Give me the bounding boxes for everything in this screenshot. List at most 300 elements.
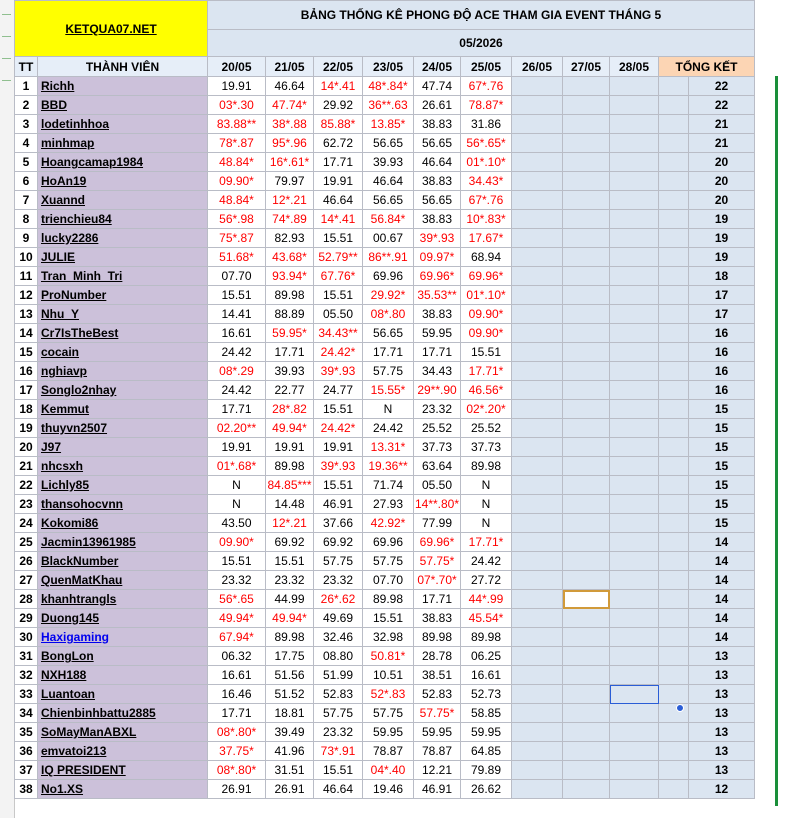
empty-cell[interactable] bbox=[563, 191, 610, 210]
member-link[interactable]: Haxigaming bbox=[38, 628, 208, 647]
result-cell[interactable]: 57.75* bbox=[414, 552, 461, 571]
empty-cell[interactable] bbox=[512, 647, 563, 666]
result-cell[interactable]: 29.92 bbox=[314, 96, 363, 115]
total-spacer-cell[interactable] bbox=[659, 628, 689, 647]
total-cell[interactable]: 21 bbox=[689, 115, 755, 134]
result-cell[interactable]: 17.71 bbox=[208, 400, 266, 419]
result-cell[interactable]: 23.32 bbox=[208, 571, 266, 590]
result-cell[interactable]: 03*.30 bbox=[208, 96, 266, 115]
row-number[interactable]: 14 bbox=[15, 324, 38, 343]
result-cell[interactable]: 68.94 bbox=[461, 248, 512, 267]
member-link[interactable]: Songlo2nhay bbox=[38, 381, 208, 400]
row-number[interactable]: 10 bbox=[15, 248, 38, 267]
member-link[interactable]: Tran_Minh_Tri bbox=[38, 267, 208, 286]
result-cell[interactable]: 23.32 bbox=[414, 400, 461, 419]
total-cell[interactable]: 15 bbox=[689, 457, 755, 476]
result-cell[interactable]: 56.65 bbox=[363, 324, 414, 343]
result-cell[interactable]: 85.88* bbox=[314, 115, 363, 134]
empty-cell[interactable] bbox=[610, 571, 659, 590]
result-cell[interactable]: 57.75 bbox=[363, 552, 414, 571]
row-number[interactable]: 3 bbox=[15, 115, 38, 134]
selection-fill-handle[interactable] bbox=[676, 704, 684, 712]
empty-cell[interactable] bbox=[512, 286, 563, 305]
result-cell[interactable]: 08*.80 bbox=[363, 305, 414, 324]
result-cell[interactable]: 59.95* bbox=[266, 324, 314, 343]
total-cell[interactable]: 15 bbox=[689, 438, 755, 457]
result-cell[interactable]: 74*.89 bbox=[266, 210, 314, 229]
result-cell[interactable]: 29.92* bbox=[363, 286, 414, 305]
total-cell[interactable]: 19 bbox=[689, 248, 755, 267]
result-cell[interactable]: 45.54* bbox=[461, 609, 512, 628]
result-cell[interactable]: 57.75 bbox=[363, 704, 414, 723]
result-cell[interactable]: 08*.80* bbox=[208, 761, 266, 780]
total-cell[interactable]: 15 bbox=[689, 495, 755, 514]
result-cell[interactable]: 69.92 bbox=[314, 533, 363, 552]
total-spacer-cell[interactable] bbox=[659, 742, 689, 761]
result-cell[interactable]: 49.94* bbox=[266, 609, 314, 628]
result-cell[interactable]: 44*.99 bbox=[461, 590, 512, 609]
total-spacer-cell[interactable] bbox=[659, 115, 689, 134]
empty-cell[interactable] bbox=[610, 77, 659, 96]
total-cell[interactable]: 14 bbox=[689, 571, 755, 590]
empty-cell[interactable] bbox=[610, 704, 659, 723]
row-number[interactable]: 18 bbox=[15, 400, 38, 419]
total-spacer-cell[interactable] bbox=[659, 780, 689, 799]
member-link[interactable]: Jacmin13961985 bbox=[38, 533, 208, 552]
member-link[interactable]: Kemmut bbox=[38, 400, 208, 419]
result-cell[interactable]: 09.90* bbox=[208, 172, 266, 191]
result-cell[interactable]: 19.91 bbox=[208, 77, 266, 96]
result-cell[interactable]: 16.61 bbox=[461, 666, 512, 685]
total-spacer-cell[interactable] bbox=[659, 647, 689, 666]
result-cell[interactable]: 02*.20* bbox=[461, 400, 512, 419]
result-cell[interactable]: 78.87* bbox=[461, 96, 512, 115]
result-cell[interactable]: 44.99 bbox=[266, 590, 314, 609]
empty-cell[interactable] bbox=[610, 210, 659, 229]
total-spacer-cell[interactable] bbox=[659, 172, 689, 191]
empty-cell[interactable] bbox=[512, 381, 563, 400]
empty-cell[interactable] bbox=[610, 362, 659, 381]
member-link[interactable]: Cr7IsTheBest bbox=[38, 324, 208, 343]
empty-cell[interactable] bbox=[512, 362, 563, 381]
result-cell[interactable]: 17.71 bbox=[414, 590, 461, 609]
row-number[interactable]: 7 bbox=[15, 191, 38, 210]
total-spacer-cell[interactable] bbox=[659, 324, 689, 343]
result-cell[interactable]: 26.91 bbox=[266, 780, 314, 799]
empty-cell[interactable] bbox=[512, 305, 563, 324]
empty-cell[interactable] bbox=[563, 438, 610, 457]
result-cell[interactable]: N bbox=[461, 514, 512, 533]
result-cell[interactable]: 67.94* bbox=[208, 628, 266, 647]
row-number[interactable]: 35 bbox=[15, 723, 38, 742]
result-cell[interactable]: 15.51 bbox=[314, 400, 363, 419]
result-cell[interactable]: 09.90* bbox=[461, 324, 512, 343]
result-cell[interactable]: 57.75 bbox=[314, 704, 363, 723]
row-number[interactable]: 30 bbox=[15, 628, 38, 647]
result-cell[interactable]: 19.91 bbox=[266, 438, 314, 457]
result-cell[interactable]: 04*.40 bbox=[363, 761, 414, 780]
empty-cell[interactable] bbox=[563, 324, 610, 343]
empty-cell[interactable] bbox=[610, 495, 659, 514]
empty-cell[interactable] bbox=[610, 628, 659, 647]
result-cell[interactable]: 00.67 bbox=[363, 229, 414, 248]
empty-cell[interactable] bbox=[610, 191, 659, 210]
result-cell[interactable]: 52.73 bbox=[461, 685, 512, 704]
total-cell[interactable]: 16 bbox=[689, 343, 755, 362]
empty-cell[interactable] bbox=[512, 685, 563, 704]
result-cell[interactable]: 24.77 bbox=[314, 381, 363, 400]
result-cell[interactable]: 89.98 bbox=[266, 628, 314, 647]
total-cell[interactable]: 22 bbox=[689, 96, 755, 115]
result-cell[interactable]: 67*.76 bbox=[461, 77, 512, 96]
total-spacer-cell[interactable] bbox=[659, 723, 689, 742]
result-cell[interactable]: 89.98 bbox=[266, 457, 314, 476]
total-cell[interactable]: 14 bbox=[689, 552, 755, 571]
result-cell[interactable]: 46.56* bbox=[461, 381, 512, 400]
total-cell[interactable]: 19 bbox=[689, 210, 755, 229]
row-number[interactable]: 11 bbox=[15, 267, 38, 286]
result-cell[interactable]: 14.41 bbox=[208, 305, 266, 324]
result-cell[interactable]: 88.89 bbox=[266, 305, 314, 324]
result-cell[interactable]: 19.91 bbox=[314, 172, 363, 191]
result-cell[interactable]: 93.94* bbox=[266, 267, 314, 286]
empty-cell[interactable] bbox=[563, 400, 610, 419]
result-cell[interactable]: 49.94* bbox=[208, 609, 266, 628]
total-cell[interactable]: 14 bbox=[689, 628, 755, 647]
empty-cell[interactable] bbox=[563, 77, 610, 96]
result-cell[interactable]: 51.99 bbox=[314, 666, 363, 685]
result-cell[interactable]: 29**.90 bbox=[414, 381, 461, 400]
result-cell[interactable]: 51.68* bbox=[208, 248, 266, 267]
total-spacer-cell[interactable] bbox=[659, 476, 689, 495]
result-cell[interactable]: 51.56 bbox=[266, 666, 314, 685]
total-spacer-cell[interactable] bbox=[659, 96, 689, 115]
result-cell[interactable]: 59.95 bbox=[461, 723, 512, 742]
empty-cell[interactable] bbox=[512, 723, 563, 742]
total-cell[interactable]: 15 bbox=[689, 400, 755, 419]
total-spacer-cell[interactable] bbox=[659, 77, 689, 96]
result-cell[interactable]: 17.71 bbox=[314, 153, 363, 172]
member-link[interactable]: trienchieu84 bbox=[38, 210, 208, 229]
result-cell[interactable]: 82.93 bbox=[266, 229, 314, 248]
empty-cell[interactable] bbox=[610, 723, 659, 742]
total-spacer-cell[interactable] bbox=[659, 248, 689, 267]
empty-cell[interactable] bbox=[610, 381, 659, 400]
empty-cell[interactable] bbox=[512, 96, 563, 115]
empty-cell[interactable] bbox=[563, 96, 610, 115]
result-cell[interactable]: 69.96 bbox=[363, 267, 414, 286]
result-cell[interactable]: 67.76* bbox=[314, 267, 363, 286]
member-link[interactable]: Hoangcamap1984 bbox=[38, 153, 208, 172]
result-cell[interactable]: 37.75* bbox=[208, 742, 266, 761]
member-link[interactable]: Luantoan bbox=[38, 685, 208, 704]
result-cell[interactable]: 69.96* bbox=[461, 267, 512, 286]
result-cell[interactable]: 59.95 bbox=[363, 723, 414, 742]
empty-cell[interactable] bbox=[563, 609, 610, 628]
empty-cell[interactable] bbox=[610, 400, 659, 419]
row-number[interactable]: 2 bbox=[15, 96, 38, 115]
row-number[interactable]: 17 bbox=[15, 381, 38, 400]
total-spacer-cell[interactable] bbox=[659, 590, 689, 609]
result-cell[interactable]: 56*.65* bbox=[461, 134, 512, 153]
member-link[interactable]: Nhu_Y bbox=[38, 305, 208, 324]
result-cell[interactable]: 48.84* bbox=[208, 153, 266, 172]
result-cell[interactable]: 52*.83 bbox=[363, 685, 414, 704]
result-cell[interactable]: 48.84* bbox=[208, 191, 266, 210]
result-cell[interactable]: 18.81 bbox=[266, 704, 314, 723]
result-cell[interactable]: 19.46 bbox=[363, 780, 414, 799]
row-number[interactable]: 9 bbox=[15, 229, 38, 248]
result-cell[interactable]: 17.71 bbox=[414, 343, 461, 362]
empty-cell[interactable] bbox=[610, 438, 659, 457]
result-cell[interactable]: 34.43** bbox=[314, 324, 363, 343]
total-spacer-cell[interactable] bbox=[659, 419, 689, 438]
member-link[interactable]: cocain bbox=[38, 343, 208, 362]
empty-cell[interactable] bbox=[563, 286, 610, 305]
total-cell[interactable]: 13 bbox=[689, 666, 755, 685]
total-spacer-cell[interactable] bbox=[659, 704, 689, 723]
total-spacer-cell[interactable] bbox=[659, 210, 689, 229]
result-cell[interactable]: 16.61 bbox=[208, 666, 266, 685]
empty-cell[interactable] bbox=[610, 286, 659, 305]
result-cell[interactable]: 01*.10* bbox=[461, 286, 512, 305]
result-cell[interactable]: 69.92 bbox=[266, 533, 314, 552]
result-cell[interactable]: 69.96* bbox=[414, 267, 461, 286]
row-number[interactable]: 4 bbox=[15, 134, 38, 153]
row-number[interactable]: 36 bbox=[15, 742, 38, 761]
member-link[interactable]: ProNumber bbox=[38, 286, 208, 305]
row-number[interactable]: 23 bbox=[15, 495, 38, 514]
total-spacer-cell[interactable] bbox=[659, 343, 689, 362]
empty-cell[interactable] bbox=[563, 381, 610, 400]
result-cell[interactable]: 15.51 bbox=[208, 552, 266, 571]
empty-cell[interactable] bbox=[563, 685, 610, 704]
empty-cell[interactable] bbox=[563, 704, 610, 723]
result-cell[interactable]: N bbox=[208, 495, 266, 514]
result-cell[interactable]: 24.42 bbox=[208, 381, 266, 400]
empty-cell[interactable] bbox=[563, 647, 610, 666]
total-cell[interactable]: 13 bbox=[689, 704, 755, 723]
total-spacer-cell[interactable] bbox=[659, 457, 689, 476]
total-spacer-cell[interactable] bbox=[659, 438, 689, 457]
result-cell[interactable]: 89.98 bbox=[266, 286, 314, 305]
result-cell[interactable]: 17.71 bbox=[208, 704, 266, 723]
total-spacer-cell[interactable] bbox=[659, 134, 689, 153]
total-spacer-cell[interactable] bbox=[659, 571, 689, 590]
total-cell[interactable]: 14 bbox=[689, 533, 755, 552]
total-spacer-cell[interactable] bbox=[659, 495, 689, 514]
result-cell[interactable]: 39.49 bbox=[266, 723, 314, 742]
result-cell[interactable]: 07*.70* bbox=[414, 571, 461, 590]
result-cell[interactable]: 26.61 bbox=[414, 96, 461, 115]
empty-cell[interactable] bbox=[563, 267, 610, 286]
total-cell[interactable]: 13 bbox=[689, 761, 755, 780]
result-cell[interactable]: 31.86 bbox=[461, 115, 512, 134]
empty-cell[interactable] bbox=[563, 457, 610, 476]
result-cell[interactable]: 73*.91 bbox=[314, 742, 363, 761]
site-logo[interactable]: KETQUA07.NET bbox=[15, 1, 208, 57]
result-cell[interactable]: 25.52 bbox=[461, 419, 512, 438]
total-spacer-cell[interactable] bbox=[659, 666, 689, 685]
result-cell[interactable]: 84.85*** bbox=[266, 476, 314, 495]
row-number[interactable]: 13 bbox=[15, 305, 38, 324]
member-link[interactable]: No1.XS bbox=[38, 780, 208, 799]
result-cell[interactable]: 57.75* bbox=[414, 704, 461, 723]
total-cell[interactable]: 22 bbox=[689, 77, 755, 96]
result-cell[interactable]: 38.51 bbox=[414, 666, 461, 685]
row-number[interactable]: 12 bbox=[15, 286, 38, 305]
total-cell[interactable]: 15 bbox=[689, 476, 755, 495]
result-cell[interactable]: 86**.91 bbox=[363, 248, 414, 267]
member-link[interactable]: SoMayManABXL bbox=[38, 723, 208, 742]
result-cell[interactable]: 23.32 bbox=[314, 571, 363, 590]
empty-cell[interactable] bbox=[563, 248, 610, 267]
result-cell[interactable]: 75*.87 bbox=[208, 229, 266, 248]
result-cell[interactable]: 52.83 bbox=[314, 685, 363, 704]
result-cell[interactable]: 46.91 bbox=[414, 780, 461, 799]
total-cell[interactable]: 12 bbox=[689, 780, 755, 799]
empty-cell[interactable] bbox=[610, 552, 659, 571]
result-cell[interactable]: 52.83 bbox=[414, 685, 461, 704]
result-cell[interactable]: 52.79** bbox=[314, 248, 363, 267]
result-cell[interactable]: 15.51 bbox=[208, 286, 266, 305]
result-cell[interactable]: 16.61 bbox=[208, 324, 266, 343]
result-cell[interactable]: 79.97 bbox=[266, 172, 314, 191]
result-cell[interactable]: 95*.96 bbox=[266, 134, 314, 153]
empty-cell[interactable] bbox=[563, 362, 610, 381]
result-cell[interactable]: 35.53** bbox=[414, 286, 461, 305]
result-cell[interactable]: 17.75 bbox=[266, 647, 314, 666]
row-number[interactable]: 19 bbox=[15, 419, 38, 438]
row-number[interactable]: 33 bbox=[15, 685, 38, 704]
empty-cell[interactable] bbox=[563, 495, 610, 514]
empty-cell[interactable] bbox=[563, 210, 610, 229]
row-number[interactable]: 28 bbox=[15, 590, 38, 609]
row-number[interactable]: 8 bbox=[15, 210, 38, 229]
empty-cell[interactable] bbox=[512, 172, 563, 191]
member-link[interactable]: emvatoi213 bbox=[38, 742, 208, 761]
result-cell[interactable]: 38.83 bbox=[414, 609, 461, 628]
row-number[interactable]: 16 bbox=[15, 362, 38, 381]
empty-cell[interactable] bbox=[512, 457, 563, 476]
empty-cell[interactable] bbox=[610, 248, 659, 267]
result-cell[interactable]: 09.97* bbox=[414, 248, 461, 267]
result-cell[interactable]: 15.55* bbox=[363, 381, 414, 400]
empty-cell[interactable] bbox=[512, 134, 563, 153]
empty-cell[interactable] bbox=[512, 229, 563, 248]
result-cell[interactable]: 46.91 bbox=[314, 495, 363, 514]
result-cell[interactable]: 78.87 bbox=[363, 742, 414, 761]
result-cell[interactable]: 47.74 bbox=[414, 77, 461, 96]
result-cell[interactable]: 09.90* bbox=[461, 305, 512, 324]
total-cell[interactable]: 13 bbox=[689, 647, 755, 666]
row-number[interactable]: 26 bbox=[15, 552, 38, 571]
empty-cell[interactable] bbox=[610, 324, 659, 343]
result-cell[interactable]: 89.98 bbox=[461, 628, 512, 647]
result-cell[interactable]: 47.74* bbox=[266, 96, 314, 115]
empty-cell[interactable] bbox=[563, 305, 610, 324]
row-number[interactable]: 21 bbox=[15, 457, 38, 476]
empty-cell[interactable] bbox=[563, 723, 610, 742]
row-number[interactable]: 37 bbox=[15, 761, 38, 780]
member-link[interactable]: J97 bbox=[38, 438, 208, 457]
empty-cell[interactable] bbox=[512, 400, 563, 419]
result-cell[interactable]: 23.32 bbox=[314, 723, 363, 742]
row-number[interactable]: 20 bbox=[15, 438, 38, 457]
result-cell[interactable]: N bbox=[208, 476, 266, 495]
result-cell[interactable]: 37.73 bbox=[461, 438, 512, 457]
member-link[interactable]: QuenMatKhau bbox=[38, 571, 208, 590]
empty-cell[interactable] bbox=[563, 476, 610, 495]
empty-cell[interactable] bbox=[512, 780, 563, 799]
empty-cell[interactable] bbox=[512, 552, 563, 571]
result-cell[interactable]: 13.31* bbox=[363, 438, 414, 457]
empty-cell[interactable] bbox=[512, 704, 563, 723]
row-number[interactable]: 31 bbox=[15, 647, 38, 666]
empty-cell[interactable] bbox=[610, 609, 659, 628]
total-cell[interactable]: 13 bbox=[689, 723, 755, 742]
total-spacer-cell[interactable] bbox=[659, 191, 689, 210]
result-cell[interactable]: 89.98 bbox=[414, 628, 461, 647]
result-cell[interactable]: 46.64 bbox=[314, 780, 363, 799]
member-link[interactable]: BlackNumber bbox=[38, 552, 208, 571]
total-spacer-cell[interactable] bbox=[659, 400, 689, 419]
result-cell[interactable]: 38.83 bbox=[414, 305, 461, 324]
member-link[interactable]: nhcsxh bbox=[38, 457, 208, 476]
result-cell[interactable]: 01*.10* bbox=[461, 153, 512, 172]
empty-cell[interactable] bbox=[512, 438, 563, 457]
member-link[interactable]: nghiavp bbox=[38, 362, 208, 381]
result-cell[interactable]: 89.98 bbox=[461, 457, 512, 476]
result-cell[interactable]: 78.87 bbox=[414, 742, 461, 761]
row-number[interactable]: 29 bbox=[15, 609, 38, 628]
empty-cell[interactable] bbox=[563, 761, 610, 780]
result-cell[interactable]: 56.65 bbox=[363, 134, 414, 153]
result-cell[interactable]: 07.70 bbox=[363, 571, 414, 590]
total-cell[interactable]: 18 bbox=[689, 267, 755, 286]
empty-cell[interactable] bbox=[610, 647, 659, 666]
result-cell[interactable]: 08*.29 bbox=[208, 362, 266, 381]
member-link[interactable]: BBD bbox=[38, 96, 208, 115]
empty-cell[interactable] bbox=[563, 666, 610, 685]
result-cell[interactable]: 39*.93 bbox=[414, 229, 461, 248]
result-cell[interactable]: 69.96* bbox=[414, 533, 461, 552]
result-cell[interactable]: 14*.41 bbox=[314, 77, 363, 96]
total-cell[interactable]: 16 bbox=[689, 362, 755, 381]
empty-cell[interactable] bbox=[512, 419, 563, 438]
result-cell[interactable]: 43.68* bbox=[266, 248, 314, 267]
row-number[interactable]: 1 bbox=[15, 77, 38, 96]
result-cell[interactable]: 31.51 bbox=[266, 761, 314, 780]
empty-cell[interactable] bbox=[610, 229, 659, 248]
empty-cell[interactable] bbox=[512, 533, 563, 552]
result-cell[interactable]: 17.71 bbox=[266, 343, 314, 362]
empty-cell[interactable] bbox=[610, 134, 659, 153]
result-cell[interactable]: 50.81* bbox=[363, 647, 414, 666]
member-link[interactable]: Duong145 bbox=[38, 609, 208, 628]
result-cell[interactable]: 15.51 bbox=[314, 761, 363, 780]
result-cell[interactable]: 38.83 bbox=[414, 115, 461, 134]
result-cell[interactable]: 83.88** bbox=[208, 115, 266, 134]
member-link[interactable]: lodetinhhoa bbox=[38, 115, 208, 134]
result-cell[interactable]: 41.96 bbox=[266, 742, 314, 761]
empty-cell[interactable] bbox=[610, 172, 659, 191]
empty-cell[interactable] bbox=[610, 96, 659, 115]
empty-cell[interactable] bbox=[610, 343, 659, 362]
member-link[interactable]: khanhtrangls bbox=[38, 590, 208, 609]
total-spacer-cell[interactable] bbox=[659, 381, 689, 400]
result-cell[interactable]: 37.66 bbox=[314, 514, 363, 533]
